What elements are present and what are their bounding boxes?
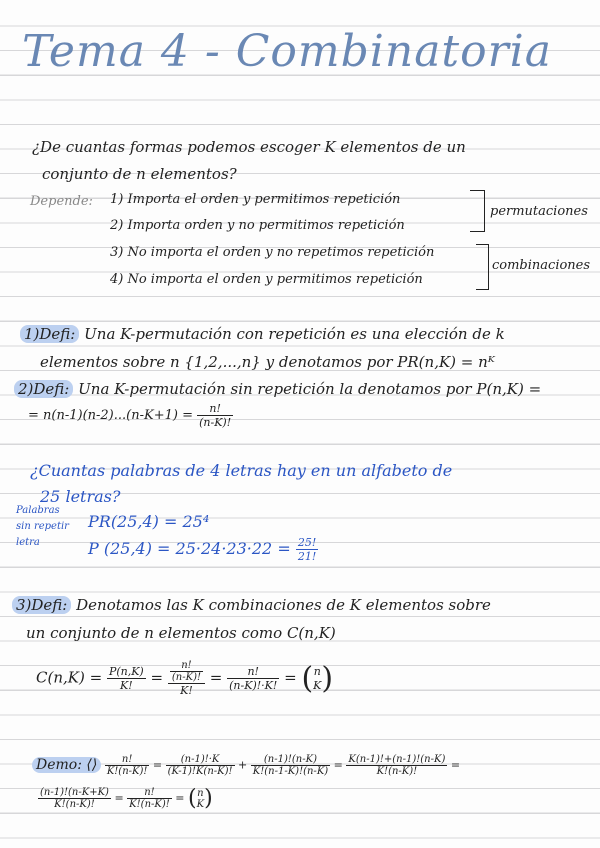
demo-f-den: K!(n-K)! <box>129 799 170 810</box>
formula-eq-1: = <box>150 668 164 687</box>
q2-frac-den: 21! <box>297 550 317 563</box>
demo-c-num: (n-1)!(n-K) <box>251 754 330 766</box>
note-line-3: letra <box>16 537 40 548</box>
def1-line2: elementos sobre n {1,2,...,n} y denotamos por PR(n,K) = nᴷ <box>40 353 495 371</box>
question-line-2: conjunto de n elementos? <box>42 165 237 183</box>
def2-fraction <box>197 402 233 429</box>
bracket-permutaciones <box>470 190 485 232</box>
combination-formula <box>36 660 333 697</box>
note-line-1: Palabras <box>16 505 60 516</box>
f2-inner-den: (n-K)! <box>171 672 201 683</box>
demo-binom-top: n <box>197 787 204 799</box>
case-item-2: 2) Importa orden y no permitimos repetición <box>110 218 405 233</box>
formula-lhs: C(n,K) = <box>36 668 103 687</box>
def3-line2: un conjunto de n elementos como C(n,K) <box>26 624 336 642</box>
demo-frac-e <box>38 787 111 810</box>
def3-line1: Denotamos las K combinaciones de K elementos sobre <box>76 596 491 614</box>
demo-a-num: n! <box>105 754 150 766</box>
demo-binom-right: ) <box>204 786 213 811</box>
group-combinaciones: combinaciones <box>492 258 591 273</box>
def3-tag: 3)Defi: <box>12 596 71 614</box>
bracket-combinaciones <box>476 244 489 290</box>
binom-left-paren: ( <box>301 661 314 696</box>
f1-den: K! <box>120 679 133 692</box>
def2-frac-den: (n-K)! <box>199 416 232 429</box>
question2-eq1: PR(25,4) = 25⁴ <box>88 512 210 531</box>
question2-fraction <box>296 536 318 563</box>
formula-frac-3 <box>227 665 279 692</box>
demo-frac-b <box>166 754 235 777</box>
demo-binom <box>197 788 204 810</box>
def1-tag: 1)Defi: <box>20 325 79 343</box>
def2-line1: Una K-permutación sin repetición la denotamos por P(n,K) = <box>78 380 542 398</box>
question2-line2: 25 letras? <box>40 487 121 506</box>
f2-den: K! <box>180 684 193 697</box>
demo-c-den: K!(n-1-K)!(n-K) <box>252 766 329 777</box>
binom-top: n <box>313 664 321 678</box>
case-item-1: 1) Importa el orden y permitimos repetición <box>110 192 401 207</box>
q2-frac-num: 25! <box>297 536 317 549</box>
formula-frac-2 <box>168 660 205 697</box>
formula-eq-2: = <box>209 668 223 687</box>
question2-note <box>16 503 69 551</box>
demo-d-den: K!(n-K)! <box>376 766 418 777</box>
f3-den: (n-K)!·K! <box>229 679 278 692</box>
f2-inner-frac <box>170 660 203 683</box>
demo-b-den: (K-1)!K(n-K)! <box>167 766 233 777</box>
case-item-3: 3) No importa el orden y no repetimos repetición <box>110 245 435 260</box>
binom-right-paren: ) <box>321 661 334 696</box>
demo-label: Demo: ⟨⟩ <box>32 757 101 773</box>
f2-inner-num: n! <box>170 660 203 672</box>
demo-frac-d <box>346 754 447 777</box>
demo-f-num: n! <box>127 787 172 799</box>
formula-eq-3: = <box>284 668 297 687</box>
demo-a-den: K!(n-K)! <box>106 766 148 777</box>
def2-line2: = n(n-1)(n-2)...(n-K+1) = <box>28 408 193 423</box>
demo-d-num: K(n-1)!+(n-1)!(n-K) <box>348 754 446 765</box>
f1-num: P(n,K) <box>108 665 144 678</box>
note-line-2: sin repetir <box>16 521 69 532</box>
group-permutaciones: permutaciones <box>490 204 588 219</box>
question2-eq2: P (25,4) = 25·24·23·22 = <box>88 539 291 558</box>
binom-bot: K <box>313 678 322 692</box>
f2-outer-num <box>168 660 205 684</box>
def2-tag: 2)Defi: <box>14 380 73 398</box>
demo-frac-a <box>105 754 150 777</box>
demo-frac-c <box>251 754 330 777</box>
depende-label: Depende: <box>30 194 93 209</box>
formula-frac-1 <box>107 665 146 692</box>
f3-num: n! <box>227 665 279 679</box>
demo-binom-left: ( <box>188 786 197 811</box>
question-line-1: ¿De cuantas formas podemos escoger K elementos de un <box>32 138 466 156</box>
def1-line1: Una K-permutación con repetición es una elección de k <box>84 325 505 343</box>
demo-e-den: K!(n-K)! <box>54 799 95 810</box>
demo-line-1: Demo: ⟨⟩ $\frac{n!}{K!(n-K)!}$ = $\frac{(n-1)!\cdot K}{(K-1)!K(n-K)!}$ + $\frac{(n-1)!(n-K)}{K!(n-1-K)!(n-K)}$ = $\frac{K(n-1)!+(n-1)!(n-K)}{K!(n-K)!}$ = <box>32 754 460 777</box>
demo-line-2: $\frac{(n-1)!(n-K+K)}{K!(n-K)!}$ = $\frac{n!}{K!(n-K)!}$ = (n K) <box>40 786 213 811</box>
demo-binom-bot: K <box>196 798 205 810</box>
def2-frac-num: n! <box>197 402 233 416</box>
question2-line1: ¿Cuantas palabras de 4 letras hay en un alfabeto de <box>30 461 453 480</box>
case-item-4: 4) No importa el orden y permitimos repetición <box>110 272 423 287</box>
demo-b-num: (n-1)!·K <box>166 754 235 766</box>
demo-frac-f <box>127 787 172 810</box>
demo-e-num: (n-1)!(n-K+K) <box>40 787 109 798</box>
page-title: Tema 4 - Combinatoria <box>22 26 552 77</box>
